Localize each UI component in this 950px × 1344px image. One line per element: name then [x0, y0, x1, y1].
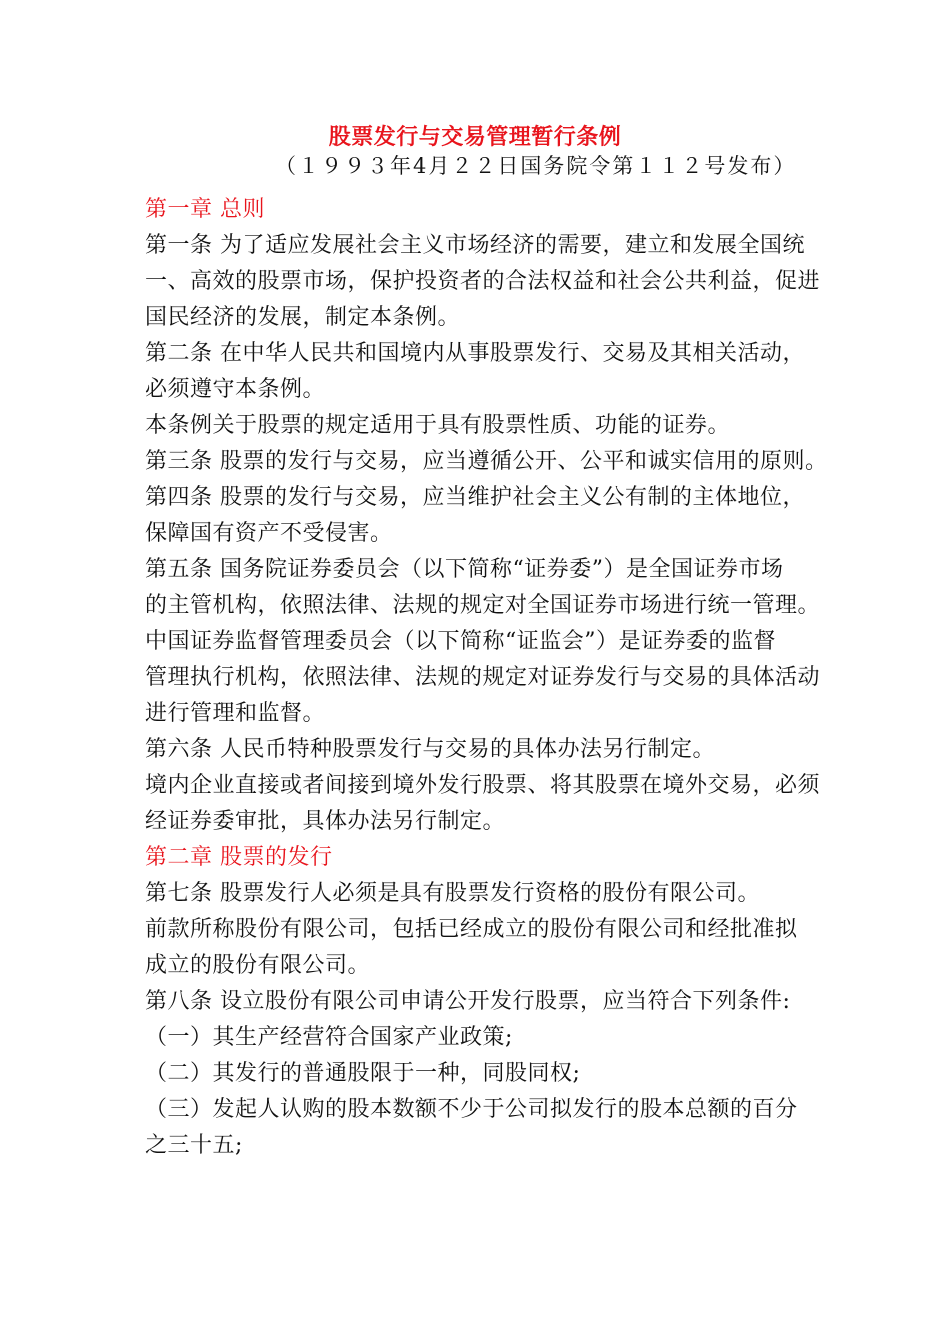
chapter-heading: 第一章 总则	[145, 197, 265, 222]
text-line: （一）其生产经营符合国家产业政策;	[145, 1025, 513, 1050]
text-line: 中国证券监督管理委员会（以下简称“证监会”）是证券委的监督	[145, 629, 776, 654]
document-title: 股票发行与交易管理暂行条例	[328, 124, 622, 150]
text-line: 必须遵守本条例。	[145, 377, 326, 402]
text-line: 国民经济的发展，制定本条例。	[145, 305, 461, 330]
text-line: 经证券委审批，具体办法另行制定。	[145, 809, 506, 834]
document-body	[145, 192, 828, 1164]
text-line: 进行管理和监督。	[145, 701, 326, 726]
text-line: 第三条 股票的发行与交易，应当遵循公开、公平和诚实信用的原则。	[145, 449, 828, 474]
text-line: 本条例关于股票的规定适用于具有股票性质、功能的证券。	[145, 413, 731, 438]
text-line: （二）其发行的普通股限于一种，同股同权;	[145, 1061, 581, 1086]
text-line: （三）发起人认购的股本数额不少于公司拟发行的股本总额的百分	[145, 1097, 798, 1122]
text-line: 第六条 人民币特种股票发行与交易的具体办法另行制定。	[145, 737, 715, 762]
text-line: 一、高效的股票市场，保护投资者的合法权益和社会公共利益，促进	[145, 269, 821, 294]
text-line: 第一条 为了适应发展社会主义市场经济的需要，建立和发展全国统	[145, 233, 805, 258]
text-line: 第四条 股票的发行与交易，应当维护社会主义公有制的主体地位，	[145, 485, 805, 510]
text-line: 前款所称股份有限公司，包括已经成立的股份有限公司和经批准拟	[145, 917, 798, 942]
text-line: 的主管机构，依照法律、法规的规定对全国证券市场进行统一管理。	[145, 593, 821, 618]
text-line: 保障国有资产不受侵害。	[145, 521, 393, 546]
text-line: 管理执行机构，依照法律、法规的规定对证券发行与交易的具体活动	[145, 665, 821, 690]
chapter-heading: 第二章 股票的发行	[145, 845, 333, 870]
text-line: 境内企业直接或者间接到境外发行股票、将其股票在境外交易，必须	[145, 773, 821, 798]
text-line: 之三十五;	[145, 1133, 243, 1158]
text-line: 第五条 国务院证券委员会（以下简称“证券委”）是全国证券市场	[145, 557, 784, 582]
text-line: 成立的股份有限公司。	[145, 953, 371, 978]
text-line: 第七条 股票发行人必须是具有股票发行资格的股份有限公司。	[145, 881, 760, 906]
text-line: 第二条 在中华人民共和国境内从事股票发行、交易及其相关活动，	[145, 341, 805, 366]
text-line: 第八条 设立股份有限公司申请公开发行股票，应当符合下列条件:	[145, 989, 791, 1014]
document-subtitle: （１９９３年4月２２日国务院令第１１２号发布）	[275, 154, 797, 178]
